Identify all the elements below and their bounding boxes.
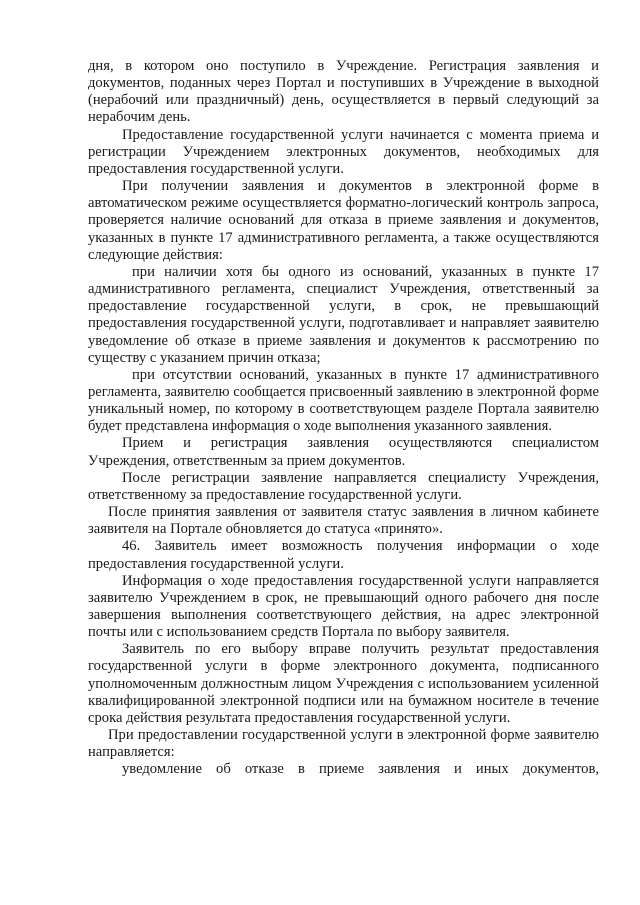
paragraph-refusal-grounds: при наличии хотя бы одного из оснований, указанных в пункте 17 административного регламента, специалист Учреждения, ответственный за предоставление государственной услуги, в срок, не превышающий предоставления государственной услуги, подготавливает и направляет заявителю уведомление об отказе в приеме заявления и документов к рассмотрению по существу с указанием причин отказа; [88,263,599,366]
paragraph-reception: Прием и регистрация заявления осуществляются специалистом Учреждения, ответственным за прием документов. [88,435,599,469]
paragraph-progress-info: Информация о ходе предоставления государственной услуги направляется заявителю Учреждением в срок, не превышающий одного рабочего дня после завершения выполнения соответствующего действия, на адрес электронной почты или с использованием средств Портала по выбору заявителя. [88,572,599,641]
paragraph-refusal-notice: уведомление об отказе в приеме заявления и иных документов, [122,761,599,778]
paragraph-status-update: После принятия заявления от заявителя статус заявления в личном кабинете заявителя на Портале обновляется до статуса «принято». [88,504,599,538]
paragraph-after-registration: После регистрации заявление направляется специалисту Учреждения, ответственному за предоставление государственной услуги. [88,469,599,503]
paragraph-registration-timing: дня, в котором оно поступило в Учреждение. Регистрация заявления и документов, поданных через Портал и поступивших в Учреждение в выходной (нерабочий или праздничный) день, осуществляется в первый следующий за нерабочим день. [88,58,599,126]
document-body [88,58,599,779]
paragraph-no-grounds: при отсутствии оснований, указанных в пункте 17 административного регламента, заявителю сообщается присвоенный заявлению в электронной форме уникальный номер, по которому в соответствующем разделе Портала заявителю будет представлена информация о ходе выполнения указанного заявления. [88,366,599,435]
paragraph-electronic-delivery: При предоставлении государственной услуги в электронной форме заявителю направляется: [88,727,599,761]
paragraph-46-info: 46. Заявитель имеет возможность получения информации о ходе предоставления государственной услуги. [88,538,599,572]
paragraph-electronic-control: При получении заявления и документов в электронной форме в автоматическом режиме осуществляется форматно-логический контроль запроса, проверяется наличие оснований для отказа в приеме заявления и документов, указанных в пункте 17 административного регламента, а также осуществляются следующие действия: [88,178,599,263]
paragraph-result-form: Заявитель по его выбору вправе получить результат предоставления государственной услуги в форме электронного документа, подписанного уполномоченным должностным лицом Учреждения с использованием усиленной квалифицированной электронной подписи или на бумажном носителе в течение срока действия результата предоставления государственной услуги. [88,641,599,726]
paragraph-service-start: Предоставление государственной услуги начинается с момента приема и регистрации Учреждением электронных документов, необходимых для предоставления государственной услуги. [88,126,599,177]
